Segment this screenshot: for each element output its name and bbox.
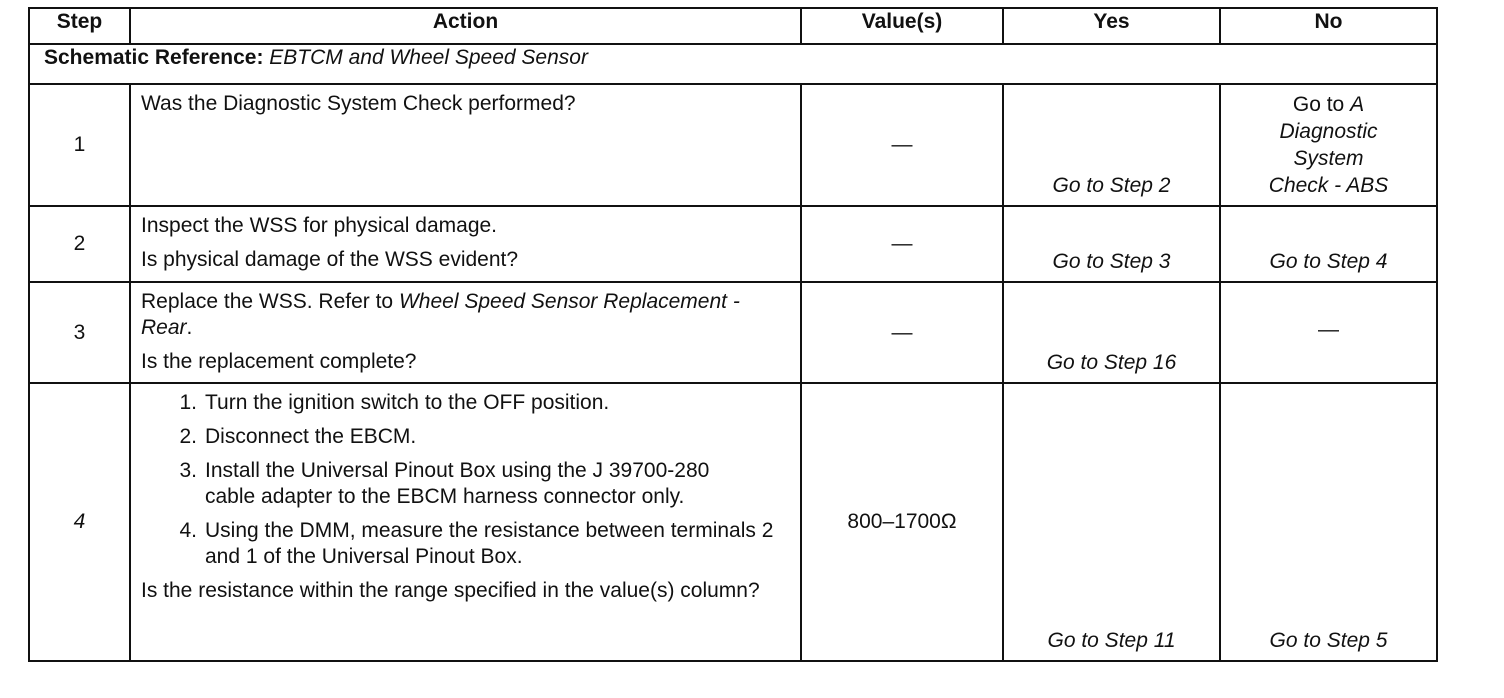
action-question: Is the replacement complete? <box>141 350 417 373</box>
substep-number: 2. <box>179 425 197 448</box>
step-number: 3 <box>29 282 130 383</box>
substep-text: Disconnect the EBCM. <box>205 425 417 448</box>
value-cell: — <box>801 282 1003 383</box>
no-prefix: Go to <box>1292 93 1345 116</box>
no-cell: Go to Step 5 <box>1220 383 1437 661</box>
no-link: A <box>1350 93 1365 116</box>
yes-cell: Go to Step 11 <box>1003 383 1220 661</box>
no-link: System <box>1293 147 1364 170</box>
list-item <box>141 458 790 510</box>
action-instruction: Inspect the WSS for physical damage. <box>141 214 498 237</box>
action-instruction-text: Replace the WSS. Refer to <box>141 290 394 313</box>
schematic-reference-label: Schematic Reference: <box>44 46 264 69</box>
diagnostic-table <box>28 7 1438 662</box>
substep-number: 3. <box>179 459 197 482</box>
yes-cell: Go to Step 2 <box>1003 84 1220 206</box>
value-cell: 800–1700Ω <box>801 383 1003 661</box>
action-cell <box>130 206 801 282</box>
list-item <box>141 390 790 416</box>
step-number: 2 <box>29 206 130 282</box>
table-row <box>29 282 1437 383</box>
action-reference: Wheel Speed Sensor Replacement - Rear <box>141 290 740 339</box>
substep-number: 1. <box>179 391 197 414</box>
no-link: Diagnostic <box>1279 120 1378 143</box>
substep-text: Install the Universal Pinout Box using the J 39700-280 cable adapter to the EBCM harness connector only. <box>205 459 710 508</box>
table-row <box>29 206 1437 282</box>
substep-list <box>141 390 790 570</box>
schematic-reference <box>29 44 1437 84</box>
header-row <box>29 8 1437 44</box>
no-cell <box>1220 84 1437 206</box>
action-question: Was the Diagnostic System Check performed? <box>141 92 576 115</box>
yes-cell: Go to Step 16 <box>1003 282 1220 383</box>
action-instruction: Replace the WSS. Refer to Wheel Speed Sensor Replacement - Rear. <box>141 290 740 339</box>
substep-text: Turn the ignition switch to the OFF position. <box>205 391 610 414</box>
schematic-reference-value: EBTCM and Wheel Speed Sensor <box>269 46 588 69</box>
header-no: No <box>1220 8 1437 44</box>
substep-text: Using the DMM, measure the resistance between terminals 2 and 1 of the Universal Pinout Box. <box>205 519 774 568</box>
action-cell <box>130 84 801 206</box>
action-cell <box>130 383 801 661</box>
action-cell <box>130 282 801 383</box>
value-cell: — <box>801 84 1003 206</box>
no-link: Check - ABS <box>1268 174 1389 197</box>
header-action: Action <box>130 8 801 44</box>
step-number: 4 <box>29 383 130 661</box>
step-number: 1 <box>29 84 130 206</box>
no-cell: — <box>1220 282 1437 383</box>
header-values: Value(s) <box>801 8 1003 44</box>
table-row <box>29 84 1437 206</box>
action-question: Is the resistance within the range specified in the value(s) column? <box>141 579 760 602</box>
list-item <box>141 424 790 450</box>
schematic-reference-row <box>29 44 1437 84</box>
no-cell: Go to Step 4 <box>1220 206 1437 282</box>
table-row <box>29 383 1437 661</box>
list-item <box>141 518 790 570</box>
substep-number: 4. <box>179 519 197 542</box>
header-yes: Yes <box>1003 8 1220 44</box>
header-step: Step <box>29 8 130 44</box>
action-question: Is physical damage of the WSS evident? <box>141 248 519 271</box>
yes-cell: Go to Step 3 <box>1003 206 1220 282</box>
value-cell: — <box>801 206 1003 282</box>
